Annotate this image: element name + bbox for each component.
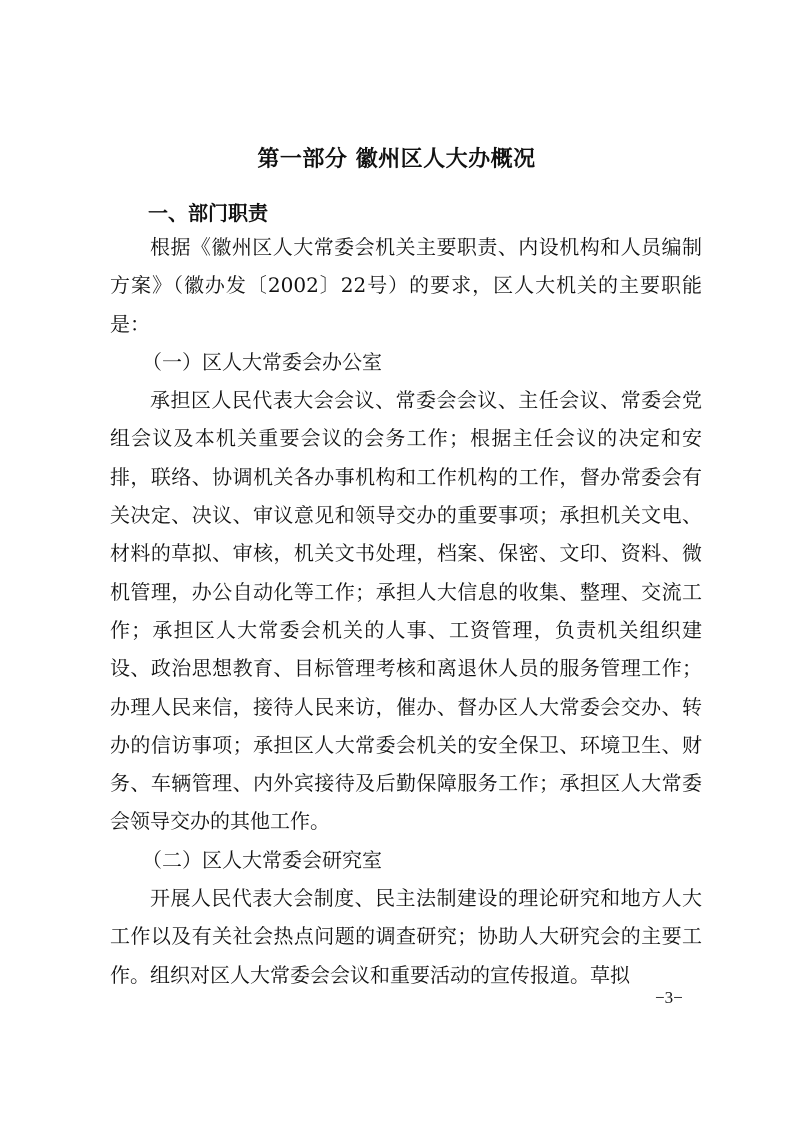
subsection-heading-research: （二）区人大常委会研究室 [142,847,382,872]
subsection-paragraph-office: 承担区人民代表大会会议、常委会会议、主任会议、常委会党组会议及本机关重要会议的会务工作；根据主任会议的决定和安排，联络、协调机关各办事机构和工作机构的工作，督办常委会有关决定、决议、审议意见和领导交办的重要事项；承担机关文电、材料的草拟、审核，机关文书处理，档案、保密、文印、资料、微机管理，办公自动化等工作；承担人大信息的收集、整理、交流工作；承担区人大常委会机关的人事、工资管理，负责机关组织建设、政治思想教育、目标管理考核和离退休人员的服务管理工作；办理人民来信，接待人民来访，催办、督办区人大常委会交办、转办的信访事项；承担区人大常委会机关的安全保卫、环境卫生、财务、车辆管理、内外宾接待及后勤保障服务工作；承担区人大常委会领导交办的其他工作。 [110,388,702,834]
subsection-paragraph-research: 开展人民代表大会制度、民主法制建设的理论研究和地方人大工作以及有关社会热点问题的调查研究；协助人大研究会的主要工作。组织对区人大常委会会议和重要活动的宣传报道。草拟 [110,886,702,987]
document-title: 第一部分 徽州区人大办概况 [257,147,536,172]
intro-paragraph: 根据《徽州区人大常委会机关主要职责、内设机构和人员编制方案》（徽办发〔2002〕22号）的要求，区人大机关的主要职能是： [110,235,702,336]
page-number: −3− [655,988,683,1007]
subsection-heading-office: （一）区人大常委会办公室 [142,349,382,374]
section-heading: 一、部门职责 [148,201,268,225]
body-text [110,228,702,994]
